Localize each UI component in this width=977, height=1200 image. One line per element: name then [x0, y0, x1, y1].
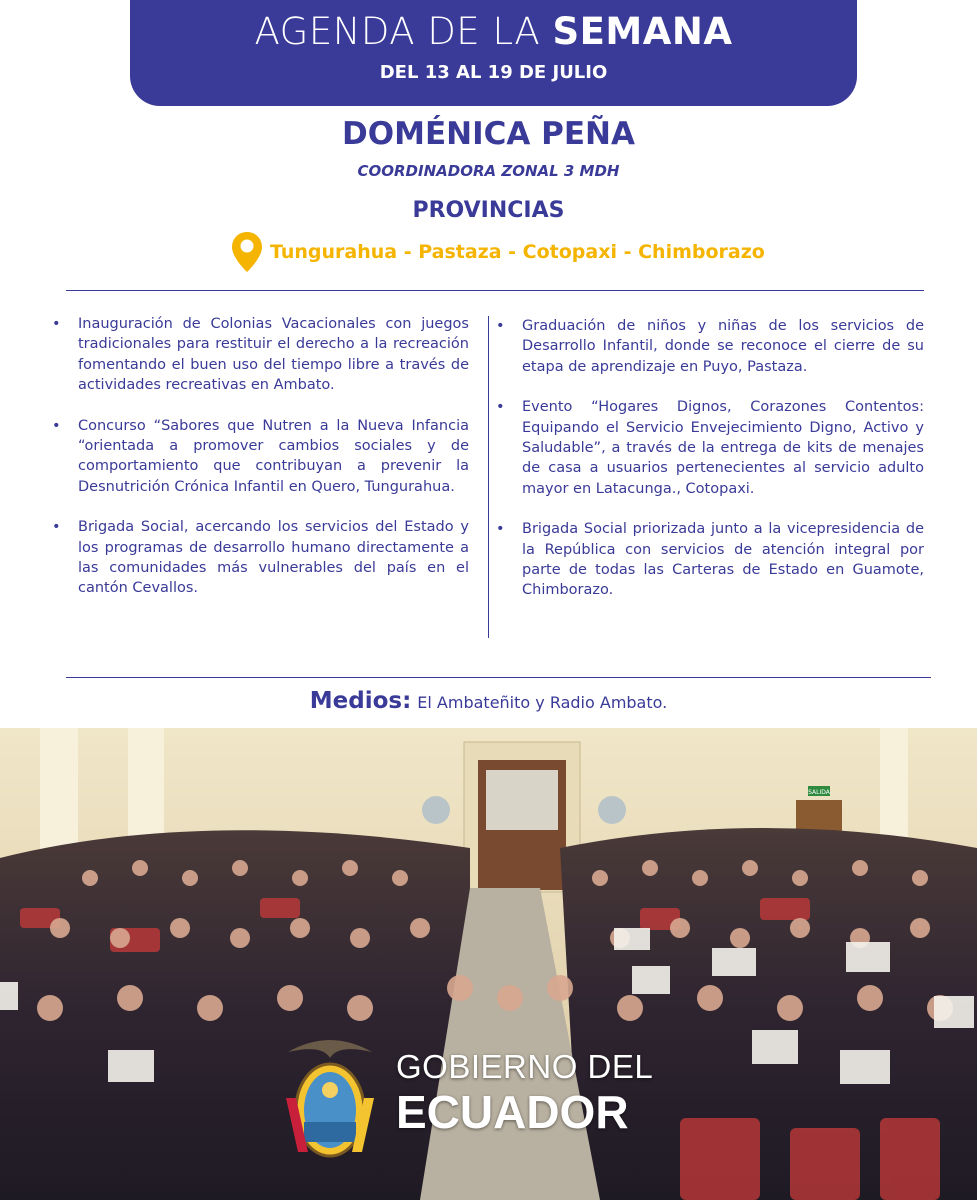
provinces-heading: PROVINCIAS — [412, 198, 565, 223]
activities-left-list — [78, 314, 469, 619]
round-window — [598, 796, 626, 824]
location-pin-icon — [230, 230, 264, 274]
list-item: • Inauguración de Colonias Vacacionales con juegos tradicionales para restituir el derecho a la recreación fomentando el buen uso del tiempo libre a través de actividades recreativas en Ambato. — [78, 314, 469, 396]
media-line — [0, 688, 977, 714]
media-value: El Ambateñito y Radio Ambato. — [417, 693, 668, 712]
government-logo — [396, 1048, 653, 1138]
column-divider — [488, 316, 489, 638]
provinces-row — [230, 232, 765, 272]
list-item: • Graduación de niños y niñas de los servicios de Desarrollo Infantil, donde se reconoce el cierre de su etapa de aprendizaje en Puyo, Pastaza. — [522, 316, 924, 377]
header-banner — [130, 0, 857, 106]
list-item: • Concurso “Sabores que Nutren a la Nueva Infancia “orientada a promover cambios sociales y de comportamiento que contribuyan a prevenir la Desnutrición Crónica Infantil en Quero, Tungurahua. — [78, 416, 469, 498]
logo-line-2: ECUADOR — [396, 1086, 629, 1138]
exit-sign-text: SALIDA — [808, 789, 830, 796]
list-item: • Evento “Hogares Dignos, Corazones Contentos: Equipando el Servicio Envejecimiento Digno, Activo y Saludable”, a través de la entrega de kits de menajes de casa a usuarios pertenecientes al servicio adulto mayor en Latacunga., Cotopaxi. — [522, 397, 924, 499]
ecuador-coat-of-arms-icon — [278, 1028, 382, 1168]
logo-line-1: GOBIERNO DEL — [396, 1048, 654, 1085]
media-label: Medios: — [309, 688, 412, 714]
provinces-list: Tungurahua - Pastaza - Cotopaxi - Chimborazo — [270, 241, 765, 263]
person-name: DOMÉNICA PEÑA — [342, 116, 635, 152]
person-role: COORDINADORA ZONAL 3 MDH — [357, 162, 620, 180]
round-window — [422, 796, 450, 824]
list-item: • Brigada Social, acercando los servicios del Estado y los programas de desarrollo humano directamente a las comunidades más vulnerables del país en el cantón Cevallos. — [78, 517, 469, 599]
date-range: DEL 13 AL 19 DE JULIO — [379, 62, 608, 83]
list-item: • Brigada Social priorizada junto a la vicepresidencia de la República con servicios de atención integral por parte de todas las Carteras de Estado en Guamote, Chimborazo. — [522, 519, 924, 601]
divider-bottom — [66, 677, 931, 678]
door-window — [486, 770, 558, 830]
activities-right-list — [522, 316, 924, 621]
page-title: AGENDA DE LA SEMANA — [254, 10, 733, 53]
divider-top — [66, 290, 924, 291]
